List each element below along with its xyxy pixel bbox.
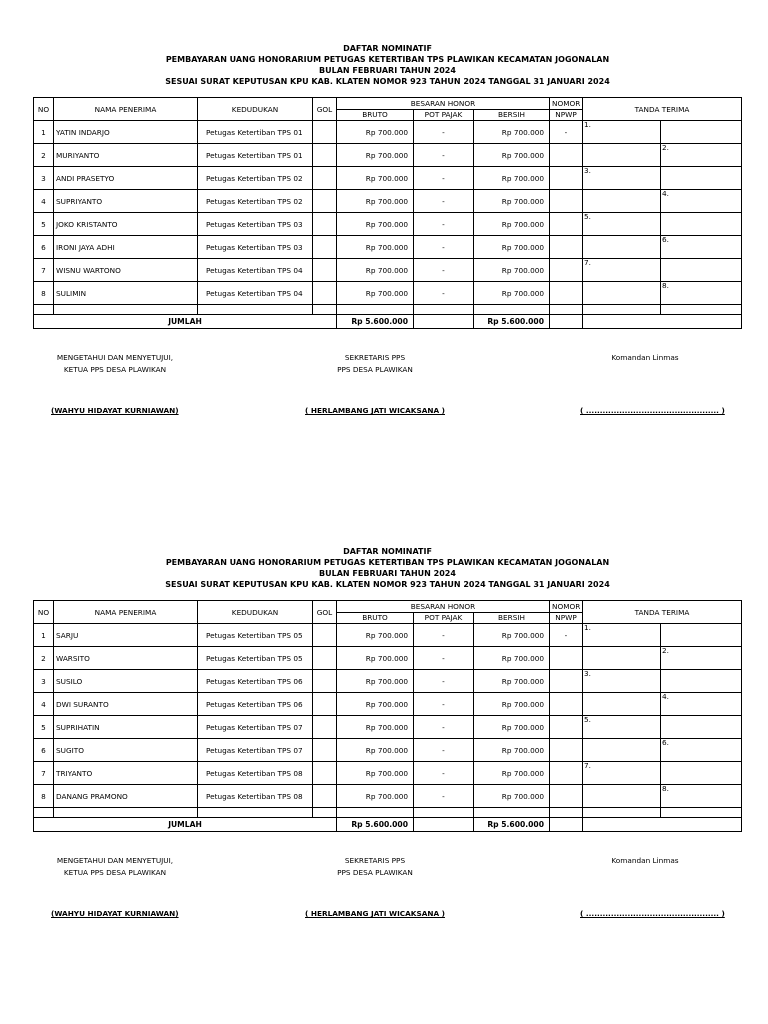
header-no: NO — [34, 98, 54, 121]
title-line-4: SESUAI SURAT KEPUTUSAN KPU KAB. KLATEN NOMOR 923 TAHUN 2024 TANGGAL 31 JANUARI 2024 — [165, 580, 610, 589]
row-npwp — [550, 167, 583, 190]
nominatif-table — [33, 97, 742, 329]
row-npwp — [550, 647, 583, 670]
row-kedudukan: Petugas Ketertiban TPS 05 — [198, 624, 313, 647]
row-nama: SUPRIYANTO — [54, 190, 198, 213]
row-tanda-terima-right — [661, 762, 742, 785]
row-tanda-terima-left: 7. — [583, 762, 661, 785]
table-row — [34, 190, 742, 213]
document-title — [0, 43, 768, 87]
row-gol — [313, 716, 337, 739]
row-tanda-terima-left — [583, 282, 661, 305]
sekretaris-line-2: PPS DESA PLAWIKAN — [337, 365, 413, 374]
row-pot-pajak: - — [414, 785, 474, 808]
row-npwp — [550, 259, 583, 282]
signature-sekretaris — [310, 855, 440, 879]
row-gol — [313, 121, 337, 144]
row-pot-pajak: - — [414, 144, 474, 167]
sekretaris-line-1: SEKRETARIS PPS — [344, 856, 406, 865]
row-bruto: Rp 700.000 — [337, 259, 414, 282]
row-no: 3 — [34, 670, 54, 693]
title-line-2: PEMBAYARAN UANG HONORARIUM PETUGAS KETERTIBAN TPS PLAWIKAN KECAMATAN JOGONALAN — [165, 55, 610, 64]
row-kedudukan: Petugas Ketertiban TPS 05 — [198, 647, 313, 670]
row-tanda-terima-left — [583, 647, 661, 670]
table-row — [34, 282, 742, 305]
row-kedudukan: Petugas Ketertiban TPS 03 — [198, 236, 313, 259]
row-no: 5 — [34, 213, 54, 236]
table-row — [34, 716, 742, 739]
row-tanda-terima-left: 7. — [583, 259, 661, 282]
row-tanda-terima-right: 6. — [661, 739, 742, 762]
row-bruto: Rp 700.000 — [337, 716, 414, 739]
ketua-line-2: KETUA PPS DESA PLAWIKAN — [63, 868, 167, 877]
row-bruto: Rp 700.000 — [337, 144, 414, 167]
row-bersih: Rp 700.000 — [474, 213, 550, 236]
row-tanda-terima-right: 2. — [661, 144, 742, 167]
row-bruto: Rp 700.000 — [337, 121, 414, 144]
table-row — [34, 144, 742, 167]
row-nama: DANANG PRAMONO — [54, 785, 198, 808]
header-bruto: BRUTO — [337, 612, 414, 624]
row-pot-pajak: - — [414, 190, 474, 213]
row-gol — [313, 624, 337, 647]
row-npwp — [550, 190, 583, 213]
row-gol — [313, 670, 337, 693]
table-row — [34, 236, 742, 259]
row-no: 4 — [34, 693, 54, 716]
header-npwp: NPWP — [550, 612, 583, 624]
row-tanda-terima-left: 5. — [583, 213, 661, 236]
row-bersih: Rp 700.000 — [474, 282, 550, 305]
signature-ketua — [50, 352, 180, 376]
row-nama: IRONI JAYA ADHI — [54, 236, 198, 259]
header-besaran-honor: BESARAN HONOR — [337, 601, 550, 613]
row-bersih: Rp 700.000 — [474, 647, 550, 670]
spacer-row — [34, 808, 742, 818]
row-bruto: Rp 700.000 — [337, 739, 414, 762]
row-bersih: Rp 700.000 — [474, 670, 550, 693]
row-tanda-terima-right: 4. — [661, 693, 742, 716]
table-row — [34, 213, 742, 236]
row-pot-pajak: - — [414, 121, 474, 144]
row-pot-pajak: - — [414, 693, 474, 716]
row-npwp — [550, 693, 583, 716]
header-besaran-honor: BESARAN HONOR — [337, 98, 550, 110]
sekretaris-name: ( HERLAMBANG JATI WICAKSANA ) — [305, 909, 445, 918]
row-npwp — [550, 282, 583, 305]
row-bruto: Rp 700.000 — [337, 785, 414, 808]
row-tanda-terima-left: 3. — [583, 167, 661, 190]
title-line-1: DAFTAR NOMINATIF — [343, 44, 432, 53]
table-row — [34, 647, 742, 670]
row-tanda-terima-left — [583, 236, 661, 259]
total-row — [34, 315, 742, 329]
title-line-3: BULAN FEBRUARI TAHUN 2024 — [319, 66, 456, 75]
row-tanda-terima-left — [583, 190, 661, 213]
header-nomor: NOMOR — [550, 98, 583, 110]
total-bruto: Rp 5.600.000 — [337, 315, 414, 329]
ketua-line-1: MENGETAHUI DAN MENYETUJUI, — [56, 856, 174, 865]
row-bersih: Rp 700.000 — [474, 693, 550, 716]
signature-komandan — [580, 855, 710, 867]
row-tanda-terima-right — [661, 716, 742, 739]
row-npwp — [550, 739, 583, 762]
row-nama: SUSILO — [54, 670, 198, 693]
sekretaris-line-2: PPS DESA PLAWIKAN — [337, 868, 413, 877]
total-bersih: Rp 5.600.000 — [474, 315, 550, 329]
row-kedudukan: Petugas Ketertiban TPS 01 — [198, 121, 313, 144]
title-line-1: DAFTAR NOMINATIF — [343, 547, 432, 556]
row-gol — [313, 259, 337, 282]
header-nama-penerima: NAMA PENERIMA — [54, 98, 198, 121]
row-no: 6 — [34, 236, 54, 259]
table-row — [34, 121, 742, 144]
komandan-line-1: Komandan Linmas — [611, 353, 679, 362]
row-bersih: Rp 700.000 — [474, 785, 550, 808]
row-bersih: Rp 700.000 — [474, 236, 550, 259]
row-bersih: Rp 700.000 — [474, 144, 550, 167]
row-gol — [313, 144, 337, 167]
row-bersih: Rp 700.000 — [474, 259, 550, 282]
row-kedudukan: Petugas Ketertiban TPS 08 — [198, 785, 313, 808]
nominatif-table — [33, 600, 742, 832]
row-npwp — [550, 762, 583, 785]
row-tanda-terima-right: 6. — [661, 236, 742, 259]
row-no: 8 — [34, 785, 54, 808]
row-pot-pajak: - — [414, 716, 474, 739]
komandan-line-1: Komandan Linmas — [611, 856, 679, 865]
row-pot-pajak: - — [414, 167, 474, 190]
table-row — [34, 670, 742, 693]
row-bersih: Rp 700.000 — [474, 716, 550, 739]
row-no: 5 — [34, 716, 54, 739]
row-no: 6 — [34, 739, 54, 762]
row-gol — [313, 213, 337, 236]
row-bruto: Rp 700.000 — [337, 624, 414, 647]
table-row — [34, 785, 742, 808]
row-kedudukan: Petugas Ketertiban TPS 06 — [198, 670, 313, 693]
total-bruto: Rp 5.600.000 — [337, 818, 414, 832]
row-kedudukan: Petugas Ketertiban TPS 04 — [198, 259, 313, 282]
row-nama: WISNU WARTONO — [54, 259, 198, 282]
row-nama: SULIMIN — [54, 282, 198, 305]
row-tanda-terima-left: 1. — [583, 624, 661, 647]
row-bersih: Rp 700.000 — [474, 762, 550, 785]
row-no: 8 — [34, 282, 54, 305]
signature-sekretaris — [310, 352, 440, 376]
sekretaris-line-1: SEKRETARIS PPS — [344, 353, 406, 362]
ketua-name: (WAHYU HIDAYAT KURNIAWAN) — [51, 909, 179, 918]
row-tanda-terima-left — [583, 144, 661, 167]
table-row — [34, 739, 742, 762]
row-pot-pajak: - — [414, 670, 474, 693]
row-no: 1 — [34, 624, 54, 647]
total-label: JUMLAH — [34, 315, 337, 329]
komandan-name: ( ................................................ ) — [580, 909, 725, 918]
header-pot-pajak: POT PAJAK — [414, 612, 474, 624]
row-kedudukan: Petugas Ketertiban TPS 02 — [198, 190, 313, 213]
header-no: NO — [34, 601, 54, 624]
total-row — [34, 818, 742, 832]
komandan-name: ( ................................................ ) — [580, 406, 725, 415]
title-line-4: SESUAI SURAT KEPUTUSAN KPU KAB. KLATEN NOMOR 923 TAHUN 2024 TANGGAL 31 JANUARI 2024 — [165, 77, 610, 86]
row-gol — [313, 785, 337, 808]
row-bruto: Rp 700.000 — [337, 670, 414, 693]
row-pot-pajak: - — [414, 259, 474, 282]
row-bruto: Rp 700.000 — [337, 236, 414, 259]
row-bruto: Rp 700.000 — [337, 190, 414, 213]
signature-komandan — [580, 352, 710, 364]
header-bersih: BERSIH — [474, 109, 550, 121]
header-kedudukan: KEDUDUKAN — [198, 98, 313, 121]
row-pot-pajak: - — [414, 762, 474, 785]
row-tanda-terima-left — [583, 693, 661, 716]
header-kedudukan: KEDUDUKAN — [198, 601, 313, 624]
row-tanda-terima-left — [583, 739, 661, 762]
row-bruto: Rp 700.000 — [337, 647, 414, 670]
header-tanda-terima: TANDA TERIMA — [583, 98, 742, 121]
row-tanda-terima-right — [661, 624, 742, 647]
row-kedudukan: Petugas Ketertiban TPS 01 — [198, 144, 313, 167]
row-tanda-terima-right: 4. — [661, 190, 742, 213]
row-pot-pajak: - — [414, 624, 474, 647]
row-bruto: Rp 700.000 — [337, 213, 414, 236]
row-npwp — [550, 144, 583, 167]
row-tanda-terima-right — [661, 213, 742, 236]
row-kedudukan: Petugas Ketertiban TPS 08 — [198, 762, 313, 785]
row-gol — [313, 167, 337, 190]
row-pot-pajak: - — [414, 213, 474, 236]
row-no: 1 — [34, 121, 54, 144]
title-line-2: PEMBAYARAN UANG HONORARIUM PETUGAS KETERTIBAN TPS PLAWIKAN KECAMATAN JOGONALAN — [165, 558, 610, 567]
row-pot-pajak: - — [414, 739, 474, 762]
row-gol — [313, 693, 337, 716]
row-tanda-terima-right: 2. — [661, 647, 742, 670]
row-tanda-terima-right — [661, 121, 742, 144]
row-tanda-terima-left: 5. — [583, 716, 661, 739]
row-npwp: - — [550, 121, 583, 144]
row-tanda-terima-right: 8. — [661, 282, 742, 305]
row-tanda-terima-left: 3. — [583, 670, 661, 693]
row-no: 2 — [34, 647, 54, 670]
row-no: 7 — [34, 259, 54, 282]
row-tanda-terima-left: 1. — [583, 121, 661, 144]
header-bersih: BERSIH — [474, 612, 550, 624]
row-kedudukan: Petugas Ketertiban TPS 07 — [198, 716, 313, 739]
header-bruto: BRUTO — [337, 109, 414, 121]
row-npwp — [550, 785, 583, 808]
header-gol: GOL — [313, 98, 337, 121]
row-pot-pajak: - — [414, 647, 474, 670]
row-nama: DWI SURANTO — [54, 693, 198, 716]
row-tanda-terima-left — [583, 785, 661, 808]
row-nama: ANDI PRASETYO — [54, 167, 198, 190]
sekretaris-name: ( HERLAMBANG JATI WICAKSANA ) — [305, 406, 445, 415]
row-tanda-terima-right — [661, 167, 742, 190]
header-npwp: NPWP — [550, 109, 583, 121]
row-gol — [313, 762, 337, 785]
row-bersih: Rp 700.000 — [474, 739, 550, 762]
row-kedudukan: Petugas Ketertiban TPS 06 — [198, 693, 313, 716]
total-bersih: Rp 5.600.000 — [474, 818, 550, 832]
row-nama: JOKO KRISTANTO — [54, 213, 198, 236]
total-label: JUMLAH — [34, 818, 337, 832]
spacer-row — [34, 305, 742, 315]
row-npwp: - — [550, 624, 583, 647]
row-kedudukan: Petugas Ketertiban TPS 03 — [198, 213, 313, 236]
row-no: 7 — [34, 762, 54, 785]
row-pot-pajak: - — [414, 236, 474, 259]
row-npwp — [550, 716, 583, 739]
row-nama: WARSITO — [54, 647, 198, 670]
table-row — [34, 624, 742, 647]
row-no: 4 — [34, 190, 54, 213]
row-nama: TRIYANTO — [54, 762, 198, 785]
row-gol — [313, 190, 337, 213]
header-pot-pajak: POT PAJAK — [414, 109, 474, 121]
row-tanda-terima-right — [661, 670, 742, 693]
row-bersih: Rp 700.000 — [474, 121, 550, 144]
row-nama: SUPRIHATIN — [54, 716, 198, 739]
row-gol — [313, 282, 337, 305]
row-bruto: Rp 700.000 — [337, 282, 414, 305]
row-tanda-terima-right — [661, 259, 742, 282]
row-tanda-terima-right: 8. — [661, 785, 742, 808]
row-nama: YATIN INDARJO — [54, 121, 198, 144]
header-nama-penerima: NAMA PENERIMA — [54, 601, 198, 624]
ketua-line-1: MENGETAHUI DAN MENYETUJUI, — [56, 353, 174, 362]
row-gol — [313, 236, 337, 259]
table-row — [34, 762, 742, 785]
title-line-3: BULAN FEBRUARI TAHUN 2024 — [319, 569, 456, 578]
row-pot-pajak: - — [414, 282, 474, 305]
header-tanda-terima: TANDA TERIMA — [583, 601, 742, 624]
row-kedudukan: Petugas Ketertiban TPS 02 — [198, 167, 313, 190]
row-bruto: Rp 700.000 — [337, 693, 414, 716]
row-kedudukan: Petugas Ketertiban TPS 07 — [198, 739, 313, 762]
row-kedudukan: Petugas Ketertiban TPS 04 — [198, 282, 313, 305]
header-gol: GOL — [313, 601, 337, 624]
row-nama: MURIYANTO — [54, 144, 198, 167]
row-npwp — [550, 236, 583, 259]
row-bersih: Rp 700.000 — [474, 624, 550, 647]
row-nama: SARJU — [54, 624, 198, 647]
table-row — [34, 693, 742, 716]
row-gol — [313, 647, 337, 670]
row-nama: SUGITO — [54, 739, 198, 762]
row-npwp — [550, 670, 583, 693]
row-no: 3 — [34, 167, 54, 190]
ketua-line-2: KETUA PPS DESA PLAWIKAN — [63, 365, 167, 374]
header-nomor: NOMOR — [550, 601, 583, 613]
signature-ketua — [50, 855, 180, 879]
row-bersih: Rp 700.000 — [474, 190, 550, 213]
row-no: 2 — [34, 144, 54, 167]
row-bruto: Rp 700.000 — [337, 762, 414, 785]
row-bruto: Rp 700.000 — [337, 167, 414, 190]
row-npwp — [550, 213, 583, 236]
table-row — [34, 259, 742, 282]
document-title — [0, 546, 768, 590]
row-gol — [313, 739, 337, 762]
table-row — [34, 167, 742, 190]
ketua-name: (WAHYU HIDAYAT KURNIAWAN) — [51, 406, 179, 415]
row-bersih: Rp 700.000 — [474, 167, 550, 190]
